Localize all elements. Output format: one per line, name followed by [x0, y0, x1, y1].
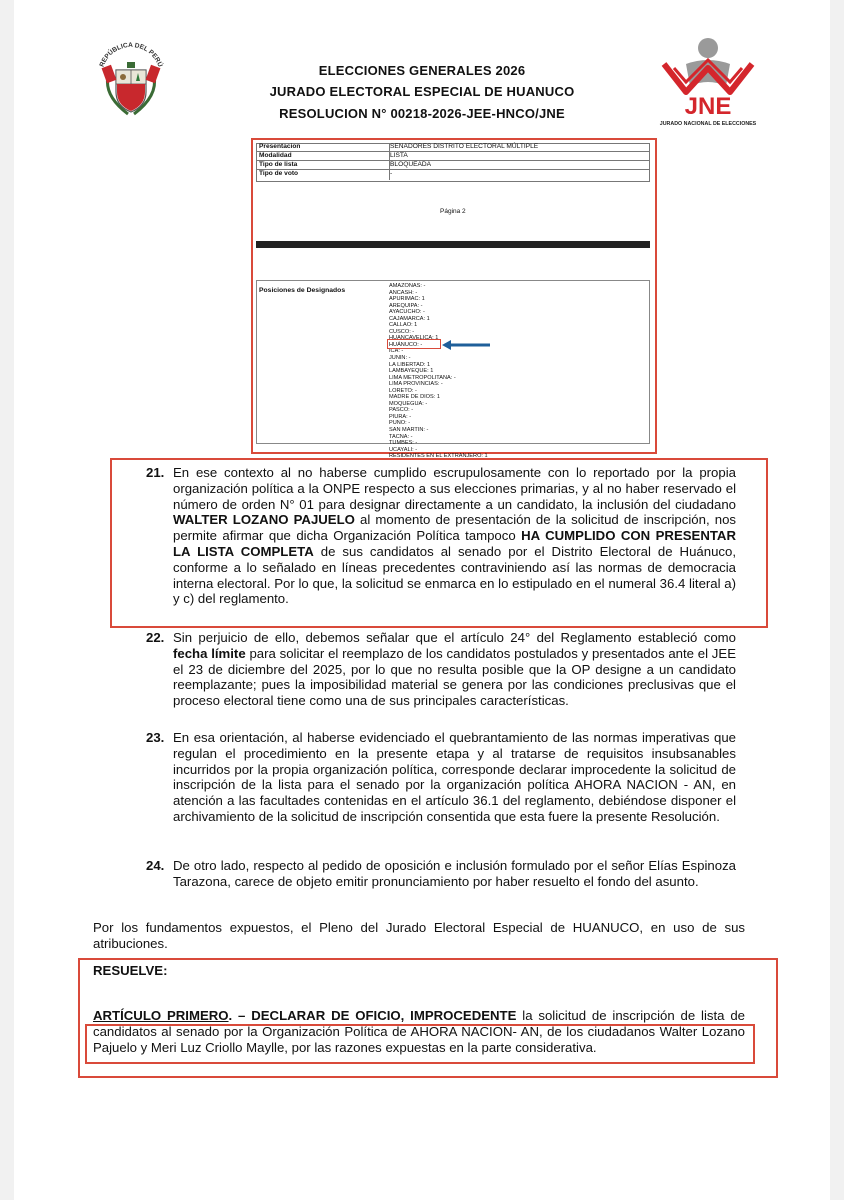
- row-value: LISTA: [390, 152, 408, 159]
- table-row: [256, 161, 649, 170]
- regions-list: [389, 283, 488, 460]
- resolution-number: RESOLUCION N° 00218-2026-JEE-HNCO/JNE: [279, 106, 565, 121]
- article-decision: DECLARAR DE OFICIO, IMPROCEDENTE: [251, 1008, 517, 1023]
- embedded-page-label: Página 2: [440, 208, 466, 215]
- paragraph-text: al momento de presentación de la solicitud de inscripción, nos permite afirmar que dicha Organización Política tampoco: [173, 512, 736, 544]
- header-line-2: JURADO ELECTORAL ESPECIAL DE HUANUCO: [269, 84, 575, 99]
- bold-statement: HA CUMPLIDO CON PRESENTAR LA LISTA COMPLETA: [173, 528, 736, 559]
- region-item: AMAZONAS: -: [389, 283, 426, 289]
- paragraph-text: la solicitud de inscripción de lista de candidatos al senado por la Organización Política de AHORA NACION- AN, de los ciudadanos Walter Lozano Pajuelo y Meri Luz Criollo Maylle, por las razones expuestas en la parte considerativa.: [93, 1008, 746, 1055]
- paragraph-text: Sin perjuicio de ello, debemos señalar que el artículo 24° del Reglamento estableció como: [173, 630, 736, 645]
- resuelve-heading: RESUELVE:: [93, 963, 168, 978]
- region-item: HUANCAVELICA: 1: [389, 335, 439, 342]
- region-item: APURIMAC: 1: [389, 296, 425, 303]
- region-item: JUNIN: -: [389, 355, 411, 362]
- bold-name: WALTER LOZANO PAJUELO: [173, 512, 355, 528]
- region-item: AYACUCHO: -: [389, 309, 425, 316]
- jne-logo-icon: [656, 34, 760, 128]
- region-item: LAMBAYEQUE: 1: [389, 368, 434, 375]
- page-break-band: [256, 241, 650, 248]
- region-item: PASCO: -: [389, 407, 414, 414]
- paragraph-21: [173, 465, 736, 607]
- paragraph-text: En ese contexto al no haberse cumplido escrupulosamente con lo reportado por la propia organización política a la ONPE respecto a sus elecciones primarias, y al no haber reservado el número de orden N° 01 para designar directamente a un candidato, la inclusión del ciudadano: [173, 465, 736, 512]
- region-item: TUMBES: -: [389, 440, 418, 447]
- huanuco-highlight: [387, 339, 441, 349]
- region-item: ICA: -: [389, 348, 404, 355]
- region-item: PIURA: -: [389, 413, 412, 420]
- region-item: LIMA PROVINCIAS: -: [389, 381, 443, 388]
- region-item: AREQUIPA: -: [389, 302, 423, 309]
- header-line-1: ELECCIONES GENERALES 2026: [318, 63, 526, 78]
- paragraph-22: [173, 630, 736, 709]
- paragraph-text: para solicitar el reemplazo de los candidatos postulados y presentados ante el JEE el 23 de diciembre del 2025, por lo que no resulta posible que la OP designe a un candidato reemplazante; pues la imposibilidad material se genera por las condiciones preclusivas que el proceso electoral tiene como una de sus principales características.: [173, 645, 736, 709]
- region-item: RESIDENTES EN EL EXTRANJERO: 1: [389, 453, 488, 460]
- row-key: Tipo de voto: [259, 170, 299, 177]
- row-key: Presentacion: [259, 143, 301, 150]
- seal-text: REPÚBLICA DEL PERÚ: [98, 41, 164, 69]
- row-value: -: [390, 170, 393, 177]
- region-item: LORETO: -: [389, 387, 417, 394]
- row-value: SENADORES DISTRITO ELECTORAL MÚLTIPLE: [390, 143, 539, 150]
- region-item: PUNO: -: [389, 420, 411, 427]
- region-item: ANCASH: -: [389, 289, 418, 296]
- region-item: TACNA: -: [389, 433, 413, 440]
- region-item: MADRE DE DIOS: 1: [389, 394, 440, 401]
- table-row: [256, 143, 649, 152]
- fundamentos-text: Por los fundamentos expuestos, el Pleno del Jurado Electoral Especial de HUANUCO, en uso de sus atribuciones.: [93, 920, 745, 951]
- arrow-left-icon: [442, 337, 492, 355]
- jne-logo-text: JNE: [684, 93, 732, 120]
- positions-label: Posiciones de Designados: [259, 287, 346, 294]
- article-separator: . –: [228, 1008, 252, 1023]
- table-row: [256, 170, 649, 178]
- paragraph-number: 24.: [146, 858, 165, 873]
- region-item: CUSCO: -: [389, 328, 415, 335]
- jne-logo-subtext: JURADO NACIONAL DE ELECCIONES: [659, 121, 757, 127]
- region-item: CAJAMARCA: 1: [389, 315, 430, 322]
- paragraph-text: de sus candidatos al senado por el Distrito Electoral de Huánuco, conforme a lo señalado en líneas precedentes contraviniendo así las normas de democracia interna electoral. Por lo que, la solicitud se enmarca en lo estipulado en el numeral 36.4 literal a) y c) del reglamento.: [173, 543, 737, 607]
- paragraph-24: De otro lado, respecto al pedido de oposición e inclusión formulado por el señor Elías Espinoza Tarazona, carece de objeto emitir pronunciamiento por haber resuelto el fondo del asunto.: [173, 858, 736, 889]
- articulo-primero: [93, 1008, 745, 1055]
- article-heading: ARTÍCULO PRIMERO: [93, 1008, 229, 1023]
- region-item: UCAYALI: -: [389, 446, 418, 453]
- region-item: SAN MARTIN: -: [389, 427, 429, 434]
- paragraph-23: En esa orientación, al haberse evidenciado el quebrantamiento de las normas imperativas que regulan el procedimiento en la presente etapa y al tratarse de requisitos insubsanables incurridos por la propia organización política, corresponde declarar improcedente la solicitud de inscripción de la lista para el senado por la organización política AHORA NACION - AN, en atención a las facultades contenidas en el artículo 36.1 del reglamento, debiéndose disponer el archivamiento de la solicitud de inscripción consentida que esta fuere la presente Resolución.: [173, 730, 736, 824]
- row-value: BLOQUEADA: [390, 161, 432, 168]
- table-row: [256, 152, 649, 161]
- region-item: HUÁNUCO: -: [389, 341, 423, 348]
- region-item: LA LIBERTAD: 1: [389, 361, 431, 368]
- region-item: LIMA METROPOLITANA: -: [389, 374, 456, 381]
- region-item: CALLAO: 1: [389, 322, 418, 329]
- paragraph-number: 22.: [146, 630, 165, 645]
- region-item: MOQUEGUA: -: [389, 400, 428, 407]
- bold-term: fecha límite: [173, 645, 246, 661]
- row-key: Tipo de lista: [259, 161, 298, 168]
- paragraph-number: 23.: [146, 730, 165, 745]
- paragraph-number: 21.: [146, 465, 165, 480]
- row-key: Modalidad: [259, 152, 292, 159]
